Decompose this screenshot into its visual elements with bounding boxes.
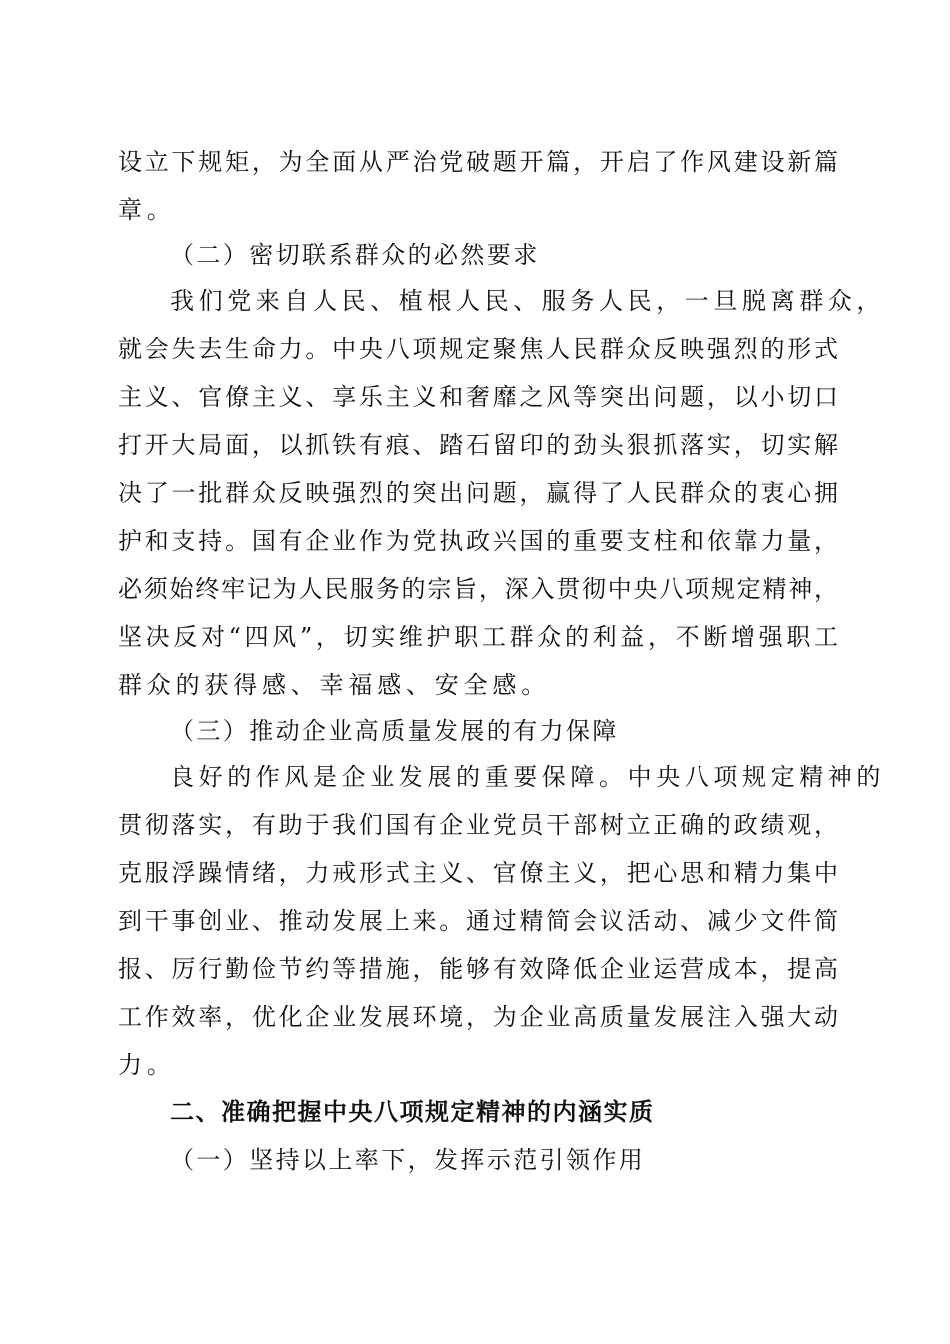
section-subheading: （二）密切联系群众的必然要求 xyxy=(170,241,540,269)
section-subheading: （三）推动企业高质量发展的有力保障 xyxy=(170,717,619,745)
body-text-line: 贯彻落实，有助于我们国有企业党员干部树立正确的政绩观， xyxy=(118,811,838,839)
body-text-line: 报、厉行勤俭节约等措施，能够有效降低企业运营成本，提高 xyxy=(118,955,838,983)
paragraph-first-line: 我们党来自人民、植根人民、服务人民，一旦脱离群众， xyxy=(170,287,885,315)
body-text-line: 群众的获得感、幸福感、安全感。 xyxy=(118,671,550,699)
body-text-line: 克服浮躁情绪，力戒形式主义、官僚主义，把心思和精力集中 xyxy=(118,859,838,887)
body-text-line: 就会失去生命力。中央八项规定聚焦人民群众反映强烈的形式 xyxy=(118,335,838,363)
body-text-line: 主义、官僚主义、享乐主义和奢靡之风等突出问题，以小切口 xyxy=(118,383,838,411)
body-text-line: 护和支持。国有企业作为党执政兴国的重要支柱和依靠力量， xyxy=(118,527,838,555)
body-text-line: 章。 xyxy=(118,196,176,224)
body-text-line: 决了一批群众反映强烈的突出问题，赢得了人民群众的衷心拥 xyxy=(118,479,838,507)
body-text-line: 工作效率，优化企业发展环境，为企业高质量发展注入强大动 xyxy=(118,1003,838,1031)
body-text-line: 设立下规矩，为全面从严治党破题开篇，开启了作风建设新篇 xyxy=(118,148,838,176)
body-text-line: 打开大局面，以抓铁有痕、踏石留印的劲头狠抓落实，切实解 xyxy=(118,431,838,459)
paragraph-first-line: 良好的作风是企业发展的重要保障。中央八项规定精神的 xyxy=(170,763,885,791)
body-text-line: 到干事创业、推动发展上来。通过精简会议活动、减少文件简 xyxy=(118,907,838,935)
body-text-line: 坚决反对“四风”，切实维护职工群众的利益，不断增强职工 xyxy=(118,623,838,651)
body-text-line: 必须始终牢记为人民服务的宗旨，深入贯彻中央八项规定精神， xyxy=(118,575,838,603)
body-text-line: 力。 xyxy=(118,1051,176,1079)
section-subheading: （一）坚持以上率下，发挥示范引领作用 xyxy=(170,1146,646,1174)
section-heading: 二、准确把握中央八项规定精神的内涵实质 xyxy=(170,1098,655,1126)
